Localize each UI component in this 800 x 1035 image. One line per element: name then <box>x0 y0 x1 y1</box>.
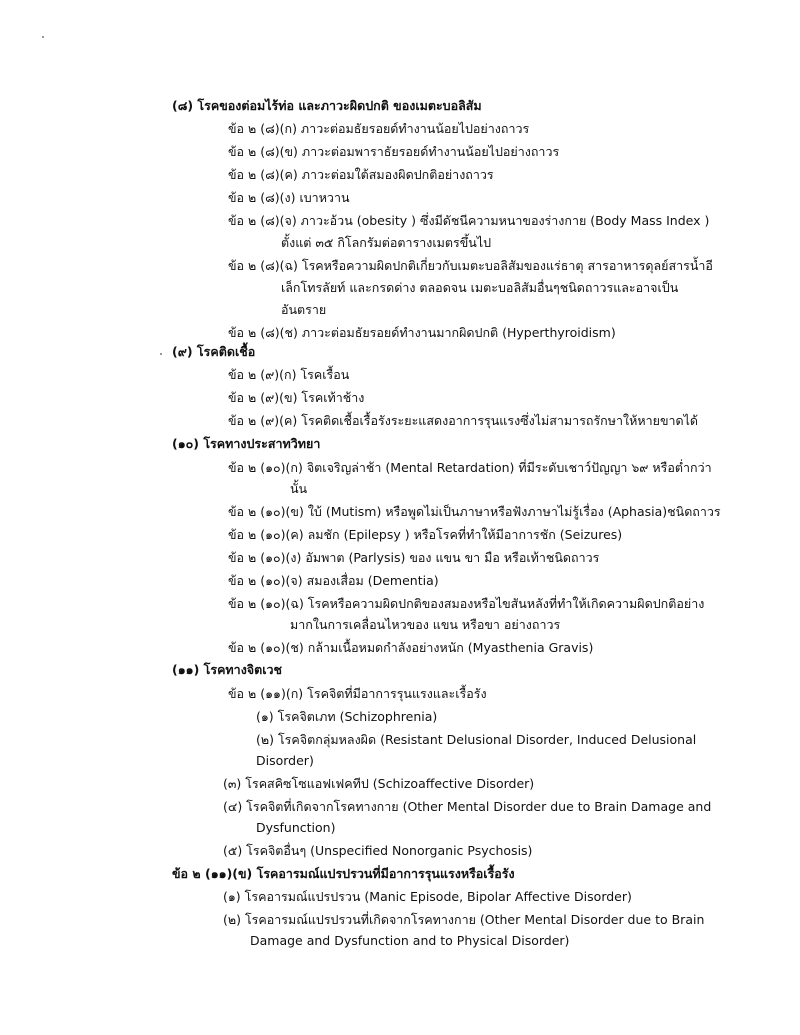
clause-heading-mood-disorder: ข้อ ๒ (๑๑)(ข) โรคอารมณ์แปรปรวนที่มีอาการรุนแรงหรือเรื้อรัง <box>172 866 515 881</box>
clause-line: ข้อ ๒ (๑๐)(ข) ใบ้ (Mutism) หรือพูดไม่เป็นภาษาหรือฟังภาษาไม่รู้เรื่อง (Aphasia)ชนิดถาวร <box>228 504 721 519</box>
clause-line: ข้อ ๒ (๘)(ก) ภาวะต่อมธัยรอยด์ทำงานน้อยไปอย่างถาวร <box>228 121 530 136</box>
clause-line: ข้อ ๒ (๙)(ก) โรคเรื้อน <box>228 367 350 382</box>
section-heading-endocrine: (๘) โรคของต่อมไร้ท่อ และภาวะผิดปกติ ของเมตะบอลิสัม <box>172 98 482 113</box>
clause-line: ข้อ ๒ (๑๐)(จ) สมองเสื่อม (Dementia) <box>228 573 439 588</box>
clause-continuation: อันตราย <box>281 302 327 317</box>
sub-item: (๑) โรคจิตเภท (Schizophrenia) <box>256 709 438 724</box>
clause-line: ข้อ ๒ (๘)(ค) ภาวะต่อมใต้สมองผิดปกติอย่างถาวร <box>228 167 494 182</box>
section-heading-neurology: (๑๐) โรคทางประสาทวิทยา <box>172 436 321 451</box>
clause-line: ข้อ ๒ (๑๑)(ก) โรคจิตที่มีอาการรุนแรงและเรื้อรัง <box>228 686 487 701</box>
clause-line: ข้อ ๒ (๑๐)(ก) จิตเจริญล่าช้า (Mental Retardation) ที่มีระดับเชาว์ปัญญา ๖๙ หรือต่ำกว่า <box>228 460 712 475</box>
sub-item: (๑) โรคอารมณ์แปรปรวน (Manic Episode, Bipolar Affective Disorder) <box>223 889 632 904</box>
sub-item: (๓) โรคสคิซโซแอฟเฟคทีป (Schizoaffective Disorder) <box>223 776 535 791</box>
clause-line: ข้อ ๒ (๘)(ง) เบาหวาน <box>228 190 350 205</box>
clause-line: ข้อ ๒ (๘)(ช) ภาวะต่อมธัยรอยด์ทำงานมากผิดปกติ (Hyperthyroidism) <box>228 325 616 340</box>
scan-speck <box>160 353 162 355</box>
clause-line: ข้อ ๒ (๑๐)(ฉ) โรคหรือความผิดปกติของสมองหรือไขสันหลังที่ทำให้เกิดความผิดปกติอย่าง <box>228 596 705 611</box>
clause-line: ข้อ ๒ (๑๐)(ง) อัมพาต (Parlysis) ของ แขน ขา มือ หรือเท้าชนิดถาวร <box>228 550 600 565</box>
clause-continuation: ตั้งแต่ ๓๕ กิโลกรัมต่อตารางเมตรขึ้นไป <box>281 235 492 250</box>
sub-item: (๒) โรคจิตกลุ่มหลงผิด (Resistant Delusional Disorder, Induced Delusional <box>256 732 697 747</box>
clause-line: ข้อ ๒ (๘)(จ) ภาวะอ้วน (obesity ) ซึ่งมีดัชนีความหนาของร่างกาย (Body Mass Index ) <box>228 213 710 228</box>
clause-line: ข้อ ๒ (๘)(ข) ภาวะต่อมพาราธัยรอยด์ทำงานน้อยไปอย่างถาวร <box>228 144 560 159</box>
clause-continuation: นั้น <box>290 481 308 496</box>
sub-item-continuation: Disorder) <box>256 753 314 768</box>
section-heading-infectious: (๙) โรคติดเชื้อ <box>172 344 256 359</box>
clause-line: ข้อ ๒ (๑๐)(ช) กล้ามเนื้อหมดกำลังอย่างหนัก (Myasthenia Gravis) <box>228 640 594 655</box>
sub-item: (๕) โรคจิตอื่นๆ (Unspecified Nonorganic Psychosis) <box>223 843 533 858</box>
section-heading-psychiatry: (๑๑) โรคทางจิตเวช <box>172 662 283 677</box>
sub-item-continuation: Damage and Dysfunction and to Physical Disorder) <box>250 933 570 948</box>
clause-continuation: มากในการเคลื่อนไหวของ แขน หรือขา อย่างถาวร <box>290 617 561 632</box>
sub-item: (๔) โรคจิตที่เกิดจากโรคทางกาย (Other Mental Disorder due to Brain Damage and <box>223 799 712 814</box>
sub-item-continuation: Dysfunction) <box>256 820 336 835</box>
clause-line: ข้อ ๒ (๙)(ข) โรคเท้าช้าง <box>228 390 365 405</box>
clause-continuation: เล็กโทรลัยท์ และกรดด่าง ตลอดจน เมตะบอลิสัมอื่นๆชนิดถาวรและอาจเป็น <box>281 280 679 295</box>
scan-speck <box>42 36 44 38</box>
sub-item: (๒) โรคอารมณ์แปรปรวนที่เกิดจากโรคทางกาย (Other Mental Disorder due to Brain <box>223 912 705 927</box>
clause-line: ข้อ ๒ (๙)(ค) โรคติดเชื้อเรื้อรังระยะแสดงอาการรุนแรงซึ่งไม่สามารถรักษาให้หายขาดได้ <box>228 413 699 428</box>
clause-line: ข้อ ๒ (๘)(ฉ) โรคหรือความผิดปกติเกี่ยวกับเมตะบอลิสัมของแร่ธาตุ สารอาหารดุลย์สารน้ำอี <box>228 258 713 273</box>
clause-line: ข้อ ๒ (๑๐)(ค) ลมชัก (Epilepsy ) หรือโรคที่ทำให้มีอาการชัก (Seizures) <box>228 527 623 542</box>
